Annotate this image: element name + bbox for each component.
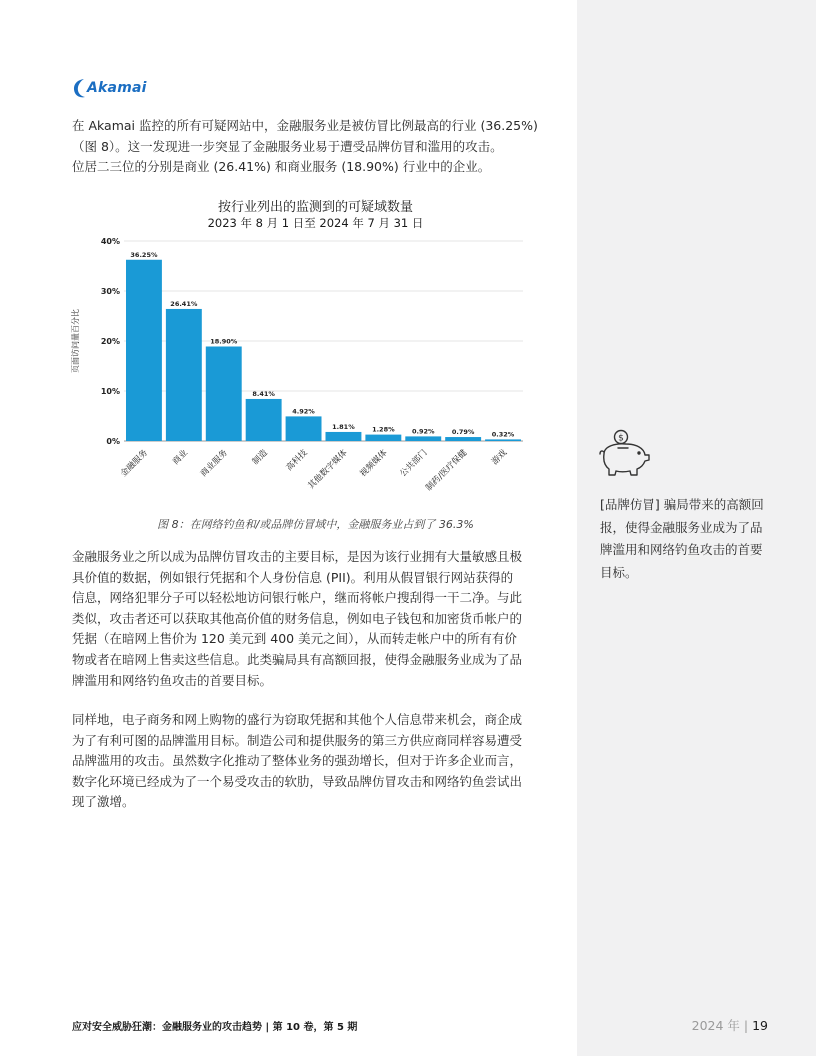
para3-line: 品牌滥用的攻击。虽然数字化推动了整体业务的强劲增长，但对于许多企业而言， — [72, 753, 523, 769]
body-paragraph-3 — [72, 710, 559, 813]
logo-text: Akamai — [87, 80, 147, 96]
x-tick-label: 公共部门 — [398, 448, 430, 480]
x-tick-label: 金融服务 — [118, 448, 151, 480]
data-label: 1.81% — [332, 422, 355, 431]
chart-subtitle: 2023 年 8 月 1 日至 2024 年 7 月 31 日 — [207, 216, 424, 230]
intro-line: 位居二三位的分别是商业 (26.41%) 和商业服务 (18.90%) 行业中的企业。 — [72, 159, 491, 175]
svg-text:$: $ — [618, 433, 624, 444]
bar — [246, 399, 282, 441]
data-label: 26.41% — [170, 299, 198, 308]
intro-line: （图 8）。这一发现进一步突显了金融服务业易于遭受品牌仿冒和滥用的攻击。 — [72, 138, 503, 154]
data-label: 36.25% — [130, 250, 158, 259]
y-tick-label: 0% — [106, 437, 120, 446]
footer-title: 应对安全威胁狂潮：金融服务业的攻击趋势 | 第 10 卷，第 5 期 — [72, 1022, 358, 1033]
chart-title: 按行业列出的监测到的可疑域数量 — [217, 200, 413, 215]
data-label: 18.90% — [210, 337, 238, 346]
figure-caption: 图 8：在网络钓鱼和/或品牌仿冒域中，金融服务业占到了 36.3% — [157, 518, 474, 531]
footer-year: 2024 年 | — [691, 1018, 749, 1033]
data-label: 8.41% — [252, 389, 275, 398]
y-tick-label: 20% — [100, 337, 120, 346]
bar — [126, 260, 162, 441]
akamai-logo — [72, 76, 147, 100]
bar — [325, 432, 361, 441]
intro-line: 在 Akamai 监控的所有可疑网站中，金融服务业是被仿冒比例最高的行业 (36.25%) — [72, 118, 538, 133]
para2-line: 凭据（在暗网上售价为 120 美元到 400 美元之间），从而转走帐户中的所有有价 — [72, 631, 517, 647]
x-tick-label: 制造 — [250, 448, 270, 468]
callout-line: 报，使得金融服务业成为了品 — [600, 519, 763, 535]
callout-line: 目标。 — [600, 564, 638, 580]
y-tick-label: 10% — [100, 387, 120, 396]
y-axis-label: 页面访问量百分比 — [71, 309, 80, 373]
sidebar-callout — [600, 494, 780, 584]
body-paragraph-2 — [72, 547, 559, 691]
para2-line: 具价值的数据，例如银行凭据和个人身份信息 (PII)。利用从假冒银行网站获得的 — [72, 569, 514, 585]
para2-line: 物或者在暗网上售卖这些信息。此类骗局具有高额回报，使得金融服务业成为了品 — [72, 651, 523, 667]
bar — [166, 309, 202, 441]
para3-line: 为了有利可图的品牌滥用目标。制造公司和提供服务的第三方供应商同样容易遭受 — [72, 732, 523, 748]
data-label: 0.79% — [451, 428, 475, 437]
x-tick-label: 高科技 — [284, 448, 310, 474]
data-label: 0.92% — [411, 427, 435, 436]
x-tick-label: 制药/医疗保健 — [424, 448, 470, 494]
x-tick-label: 商业 — [170, 448, 190, 468]
bar — [485, 439, 521, 441]
bar — [445, 437, 481, 441]
x-tick-label: 其他数字媒体 — [306, 448, 350, 492]
piggy-bank-icon — [596, 428, 654, 482]
x-tick-label: 视频媒体 — [358, 448, 390, 480]
footer-page-info — [692, 1016, 768, 1034]
para3-line: 同样地，电子商务和网上购物的盛行为窃取凭据和其他个人信息带来机会，商企成 — [72, 712, 523, 727]
bar — [405, 436, 441, 441]
bar-chart — [64, 232, 534, 507]
para2-line: 金融服务业之所以成为品牌仿冒攻击的主要目标，是因为该行业拥有大量敏感且极 — [72, 549, 523, 564]
y-tick-label: 40% — [100, 237, 120, 246]
data-label: 1.28% — [372, 425, 395, 434]
bar — [286, 416, 322, 441]
para2-line: 信息，网络犯罪分子可以轻松地访问银行帐户，继而将帐户搜刮得一干二净。与此 — [72, 590, 523, 606]
y-tick-label: 30% — [100, 287, 120, 296]
x-tick-label: 商业服务 — [198, 448, 230, 480]
para3-line: 现了激增。 — [72, 794, 135, 810]
x-tick-label: 游戏 — [490, 448, 510, 468]
callout-line: [品牌仿冒] 骗局带来的高额回 — [600, 497, 764, 512]
callout-line: 牌滥用和网络钓鱼攻击的首要 — [600, 542, 763, 557]
page-number: 19 — [752, 1018, 768, 1033]
data-label: 4.92% — [292, 407, 315, 416]
bar — [206, 347, 242, 442]
para2-line: 牌滥用和网络钓鱼攻击的首要目标。 — [72, 672, 273, 688]
data-label: 0.32% — [491, 430, 515, 439]
akamai-wave-icon — [72, 77, 86, 99]
para3-line: 数字化环境已经成为了一个易受攻击的软肋，导致品牌仿冒攻击和网络钓鱼尝试出 — [72, 773, 523, 789]
intro-paragraph — [72, 116, 559, 178]
para2-line: 类似，攻击者还可以获取其他高价值的财务信息，例如电子钱包和加密货币帐户的 — [72, 610, 523, 626]
bar — [365, 435, 401, 441]
